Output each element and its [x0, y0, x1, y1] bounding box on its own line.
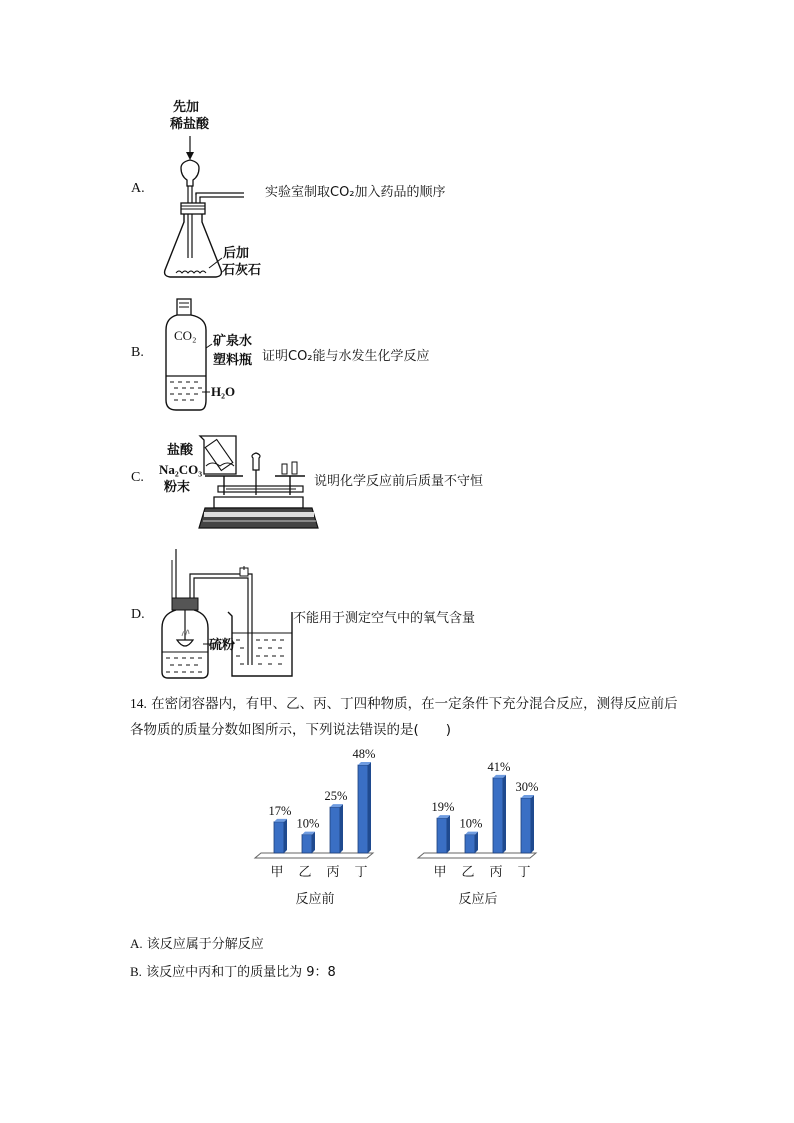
bar: [302, 835, 312, 853]
chart-base: [418, 853, 536, 858]
answer-a-letter: A.: [130, 936, 143, 951]
bar-side: [312, 832, 315, 853]
bar-value-label: 19%: [431, 800, 455, 815]
question-stem-1: 在密闭容器内，有甲、乙、丙、丁四种物质，在一定条件下充分混合反应，测得反应前后: [151, 696, 678, 712]
category-label: 丙: [326, 865, 340, 880]
bar: [521, 798, 531, 853]
category-label: 丙: [489, 865, 503, 880]
bar-value-label: 30%: [515, 780, 539, 794]
label-sulfur-powder: 硫粉: [209, 638, 236, 653]
option-d-letter: D.: [131, 607, 145, 622]
question-stem-2: 各物质的质量分数如图所示，下列说法错误的是( ): [130, 722, 452, 738]
bar-chart-before: [255, 747, 385, 910]
chart-title: 反应后: [458, 892, 498, 907]
bar-side: [475, 832, 478, 853]
category-label: 乙: [298, 865, 312, 880]
label-plastic-bottle: 塑料瓶: [213, 353, 253, 368]
bar-side: [531, 795, 534, 853]
question-number: 14.: [130, 696, 147, 711]
label-add-later: 后加: [223, 246, 250, 261]
bar-side: [447, 815, 450, 853]
option-a-text: 实验室制取CO₂加入药品的顺序: [265, 185, 446, 200]
bar-3: [493, 775, 506, 853]
bar: [330, 807, 340, 853]
bar-value-label: 10%: [459, 816, 483, 831]
label-h2o: H₂O: [211, 384, 236, 399]
bar-value-label: 25%: [324, 789, 348, 804]
label-dilute-hcl: 稀盐酸: [170, 117, 210, 132]
question-14-line1: [130, 692, 678, 716]
bar-3: [330, 804, 343, 853]
bar-side: [284, 819, 287, 853]
bar-side: [368, 762, 371, 853]
option-c-letter: C.: [131, 470, 144, 485]
bar-side: [340, 804, 343, 853]
option-b-text: 证明CO₂能与水发生化学反应: [262, 349, 430, 364]
bar-4: [358, 762, 371, 853]
answer-b: [130, 961, 336, 980]
bar-value-label: 10%: [296, 816, 320, 831]
answer-b-letter: B.: [130, 964, 142, 979]
bar-1: [274, 819, 287, 853]
bar: [358, 765, 368, 853]
bar-value-label: 17%: [268, 803, 292, 818]
bar-4: [521, 795, 534, 853]
answer-a-text: 该反应属于分解反应: [146, 937, 264, 952]
bar: [437, 818, 447, 853]
category-label: 丁: [517, 865, 531, 880]
option-c-text: 说明化学反应前后质量不守恒: [314, 474, 484, 489]
bar-value-label: 41%: [487, 759, 511, 774]
label-add-first: 先加: [173, 100, 200, 115]
bar-2: [465, 832, 478, 853]
label-mineral-water: 矿泉水: [213, 334, 253, 349]
label-hydrochloric-acid: 盐酸: [167, 443, 194, 458]
bar: [493, 778, 503, 853]
chart-title: 反应前: [295, 892, 335, 907]
option-d-text: 不能用于测定空气中的氧气含量: [293, 611, 476, 626]
bar-chart-after: [418, 750, 548, 910]
bar-1: [437, 815, 450, 853]
category-label: 乙: [461, 865, 475, 880]
option-a-letter: A.: [131, 181, 145, 196]
label-co2: CO₂: [174, 328, 197, 343]
bar: [465, 835, 475, 853]
category-label: 甲: [270, 865, 284, 880]
bar: [274, 822, 284, 853]
chart-base: [255, 853, 373, 858]
answer-a: [130, 933, 264, 952]
bar-side: [503, 775, 506, 853]
label-limestone: 石灰石: [222, 263, 262, 278]
category-label: 甲: [433, 865, 447, 880]
category-label: 丁: [354, 865, 368, 880]
answer-b-text: 该反应中丙和丁的质量比为 9：8: [146, 965, 336, 980]
label-na2co3: Na₂CO₃: [159, 462, 203, 477]
option-b-letter: B.: [131, 345, 144, 360]
label-powder: 粉末: [164, 480, 191, 495]
bar-value-label: 48%: [352, 747, 376, 761]
bar-2: [302, 832, 315, 853]
